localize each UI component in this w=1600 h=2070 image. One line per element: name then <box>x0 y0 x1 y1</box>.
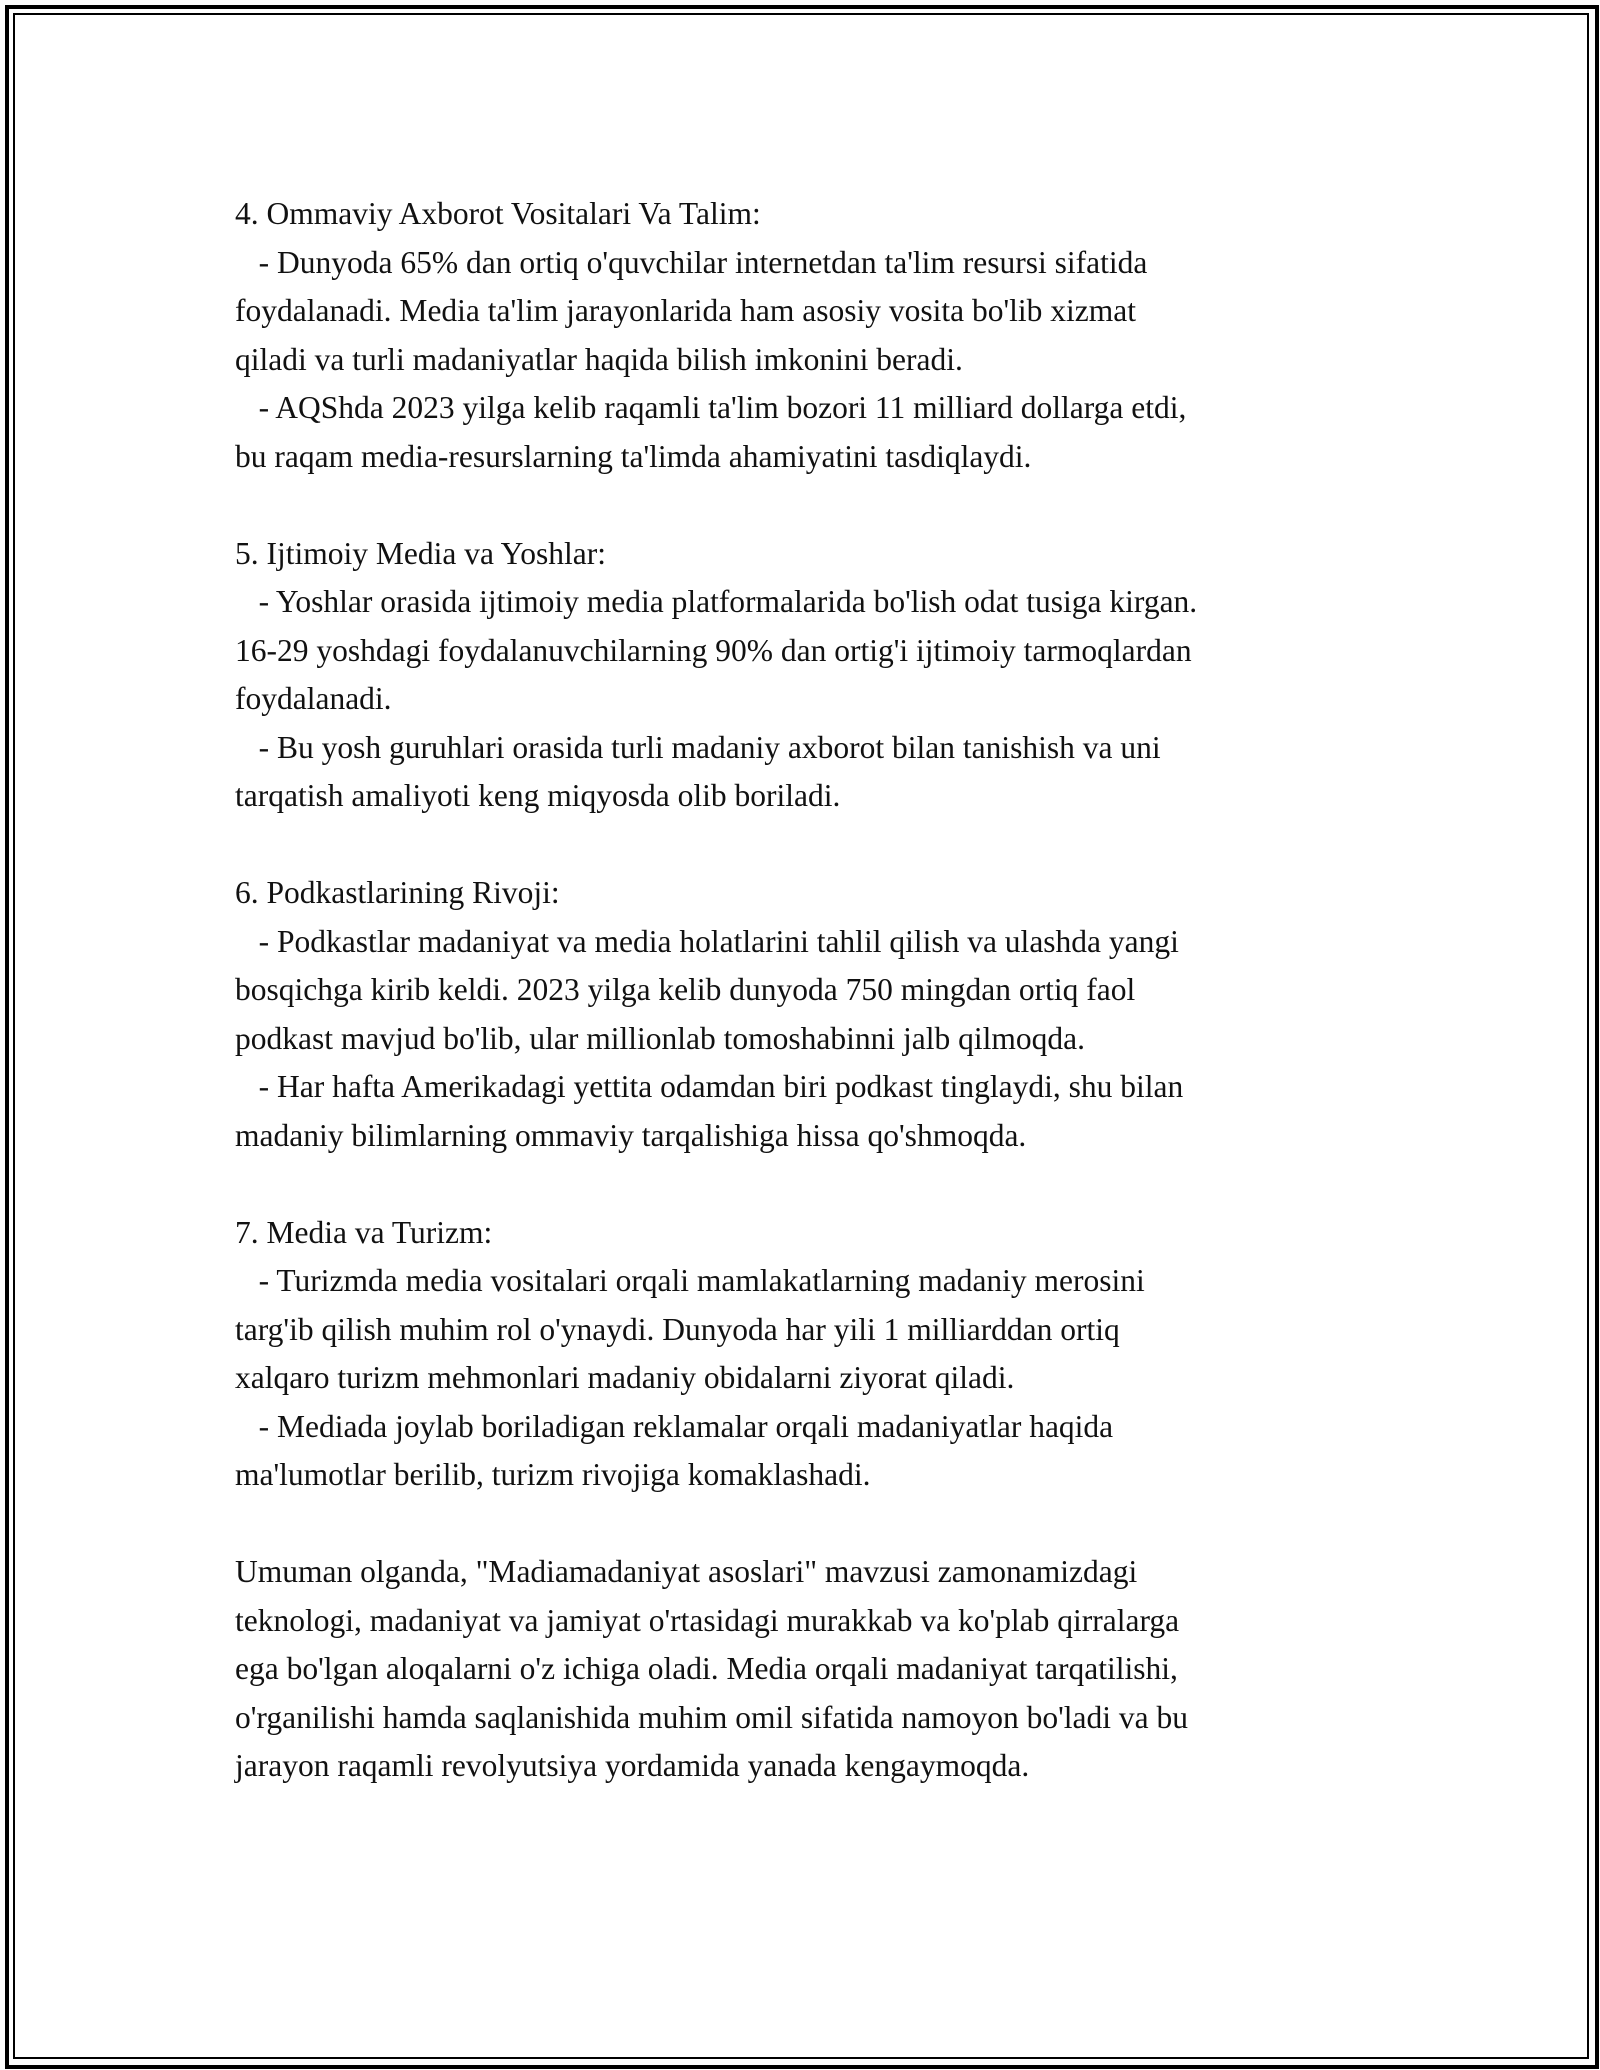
paragraph-line: ma'lumotlar berilib, turizm rivojiga komaklashadi. <box>235 1457 871 1492</box>
paragraph-line: - Podkastlar madaniyat va media holatlarini tahlil qilish va ulashda yangi <box>235 923 1179 959</box>
paragraph-line: o'rganilishi hamda saqlanishida muhim omil sifatida namoyon bo'ladi va bu <box>235 1699 1188 1735</box>
paragraph-line: - Mediada joylab boriladigan reklamalar orqali madaniyatlar haqida <box>235 1408 1114 1444</box>
section-heading: 6. Podkastlarining Rivoji: <box>235 875 560 910</box>
paragraph-line: 16-29 yoshdagi foydalanuvchilarning 90% dan ortig'i ijtimoiy tarmoqlardan <box>235 632 1192 668</box>
document-body <box>235 190 1395 1791</box>
paragraph-line: foydalanadi. Media ta'lim jarayonlarida ham asosiy vosita bo'lib xizmat <box>235 293 1136 328</box>
paragraph-line: - Bu yosh guruhlari orasida turli madaniy axborot bilan tanishish va uni <box>235 729 1161 765</box>
paragraph-line: xalqaro turizm mehmonlari madaniy obidalarni ziyorat qiladi. <box>235 1360 1015 1395</box>
section-heading: 7. Media va Turizm: <box>235 1214 493 1250</box>
paragraph-line: teknologi, madaniyat va jamiyat o'rtasidagi murakkab va ko'plab qirralarga <box>235 1602 1180 1638</box>
paragraph-line: ega bo'lgan aloqalarni o'z ichiga oladi. Media orqali madaniyat tarqatilishi, <box>235 1651 1178 1686</box>
section-social-media-youth <box>235 530 1395 821</box>
paragraph-line: - AQShda 2023 yilga kelib raqamli ta'lim bozori 11 milliard dollarga etdi, <box>235 390 1187 425</box>
paragraph-line: podkast mavjud bo'lib, ular millionlab tomoshabinni jalb qilmoqda. <box>235 1020 1085 1056</box>
paragraph-line: foydalanadi. <box>235 681 392 716</box>
paragraph-line: - Yoshlar orasida ijtimoiy media platformalarida bo'lish odat tusiga kirgan. <box>235 584 1198 619</box>
paragraph-line: tarqatish amaliyoti keng miqyosda olib boriladi. <box>235 778 841 813</box>
paragraph-line: qiladi va turli madaniyatlar haqida bilish imkonini beradi. <box>235 341 963 377</box>
paragraph-line: - Har hafta Amerikadagi yettita odamdan biri podkast tinglaydi, shu bilan <box>235 1069 1184 1104</box>
paragraph-line: targ'ib qilish muhim rol o'ynaydi. Dunyoda har yili 1 milliarddan ortiq <box>235 1311 1120 1347</box>
paragraph-line: madaniy bilimlarning ommaviy tarqalishiga hissa qo'shmoqda. <box>235 1117 1027 1153</box>
section-podcasts <box>235 869 1395 1160</box>
paragraph-line: jarayon raqamli revolyutsiya yordamida yanada kengaymoqda. <box>235 1748 1030 1783</box>
paragraph-line: - Turizmda media vositalari orqali mamlakatlarning madaniy merosini <box>235 1263 1145 1298</box>
paragraph-line: - Dunyoda 65% dan ortiq o'quvchilar internetdan ta'lim resursi sifatida <box>235 244 1148 280</box>
paragraph-line: bosqichga kirib keldi. 2023 yilga kelib dunyoda 750 mingdan ortiq faol <box>235 972 1136 1007</box>
section-media-tourism <box>235 1209 1395 1500</box>
conclusion-paragraph <box>235 1548 1395 1791</box>
section-heading: 5. Ijtimoiy Media va Yoshlar: <box>235 535 606 571</box>
section-heading: 4. Ommaviy Axborot Vositalari Va Talim: <box>235 196 761 231</box>
paragraph-line: bu raqam media-resurslarning ta'limda ahamiyatini tasdiqlaydi. <box>235 438 1032 474</box>
section-media-education <box>235 190 1395 481</box>
paragraph-line: Umuman olganda, "Madiamadaniyat asoslari" mavzusi zamonamizdagi <box>235 1554 1138 1589</box>
